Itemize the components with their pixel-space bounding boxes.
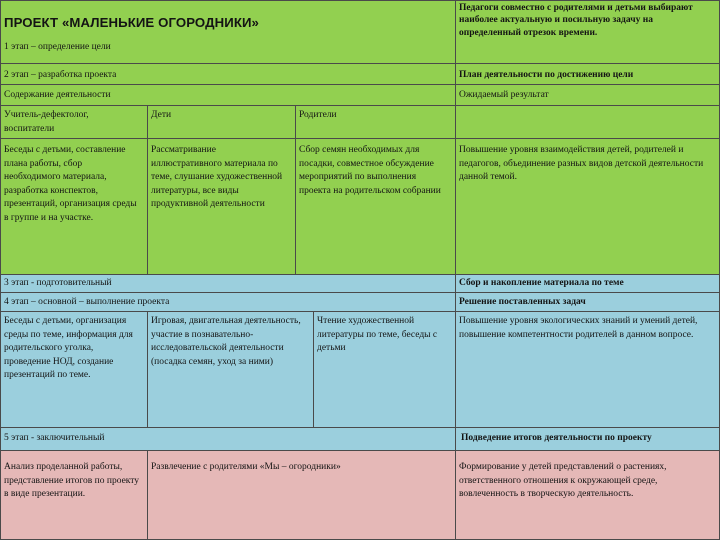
stage-5-label: 5 этап - заключительный [0, 427, 456, 451]
stage-2-parents-activities: Сбор семян необходимых для посадки, совместное обсуждение мероприятий по выполнения проекта на родительском собрании [295, 138, 456, 275]
stage-3-label: 3 этап - подготовительный [0, 274, 456, 293]
stage-4-result: Решение поставленных задач [455, 292, 720, 312]
stage-5-teacher-activities: Анализ проделанной работы, представление итогов по проекту в виде презентации. [0, 450, 148, 540]
expected-empty-cell [455, 105, 720, 139]
stage-4-label: 4 этап – основной – выполнение проекта [0, 292, 456, 312]
stage-1-goal: Педагоги совместно с родителями и детьми выбирают наиболее актуальную и посильную задачу на определенный отрезок времени. [455, 0, 720, 64]
stage-1-label: 1 этап – определение цели [4, 42, 111, 52]
stage-5-result: Подведение итогов деятельности по проекту [455, 427, 720, 451]
stage-5-children-parents-activities: Развлечение с родителями «Мы – огородники» [147, 450, 456, 540]
stage-2-expected-result: Повышение уровня взаимодействия детей, родителей и педагогов, объединение разных видов детской деятельности данной темой. [455, 138, 720, 275]
stage-5-expected-result: Формирование у детей представлений о растениях, ответственного отношения к окружающей среде, вовлеченность в творческую деятельность. [455, 450, 720, 540]
stage-2-result: План деятельности по достижению цели [455, 63, 720, 85]
stage-4-parents-activities: Чтение художественной литературы по теме, беседы с детьми [313, 311, 456, 428]
teacher-column-header: Учитель-дефектолог, воспитатели [0, 105, 148, 139]
stage-2-children-activities: Рассматривание иллюстративного материала по теме, слушание художественной литературы, все виды продуктивной деятельности [147, 138, 296, 275]
parents-column-header: Родители [295, 105, 456, 139]
stage-4-children-activities: Игровая, двигательная деятельность, участие в познавательно- исследовательской деятельности (посадка семян, уход за ними) [147, 311, 314, 428]
column-expected-header: Ожидаемый результат [455, 84, 720, 106]
header-title-cell [0, 0, 456, 64]
stage-4-teacher-activities: Беседы с детьми, организация среды по теме, информация для родительского уголка, проведение НОД, создание презентаций по теме. [0, 311, 148, 428]
project-title: ПРОЕКТ «МАЛЕНЬКИЕ ОГОРОДНИКИ» [4, 15, 259, 30]
stage-2-teacher-activities: Беседы с детьми, составление плана работы, сбор необходимого материала, разработка конспектов, презентаций, организация среды в группе и на участке. [0, 138, 148, 275]
stage-3-result: Сбор и накопление материала по теме [455, 274, 720, 293]
stage-2-label: 2 этап – разработка проекта [0, 63, 456, 85]
column-content-header: Содержание деятельности [0, 84, 456, 106]
children-column-header: Дети [147, 105, 296, 139]
stage-4-expected-result: Повышение уровня экологических знаний и умений детей, повышение компетентности родителей в данном вопросе. [455, 311, 720, 428]
